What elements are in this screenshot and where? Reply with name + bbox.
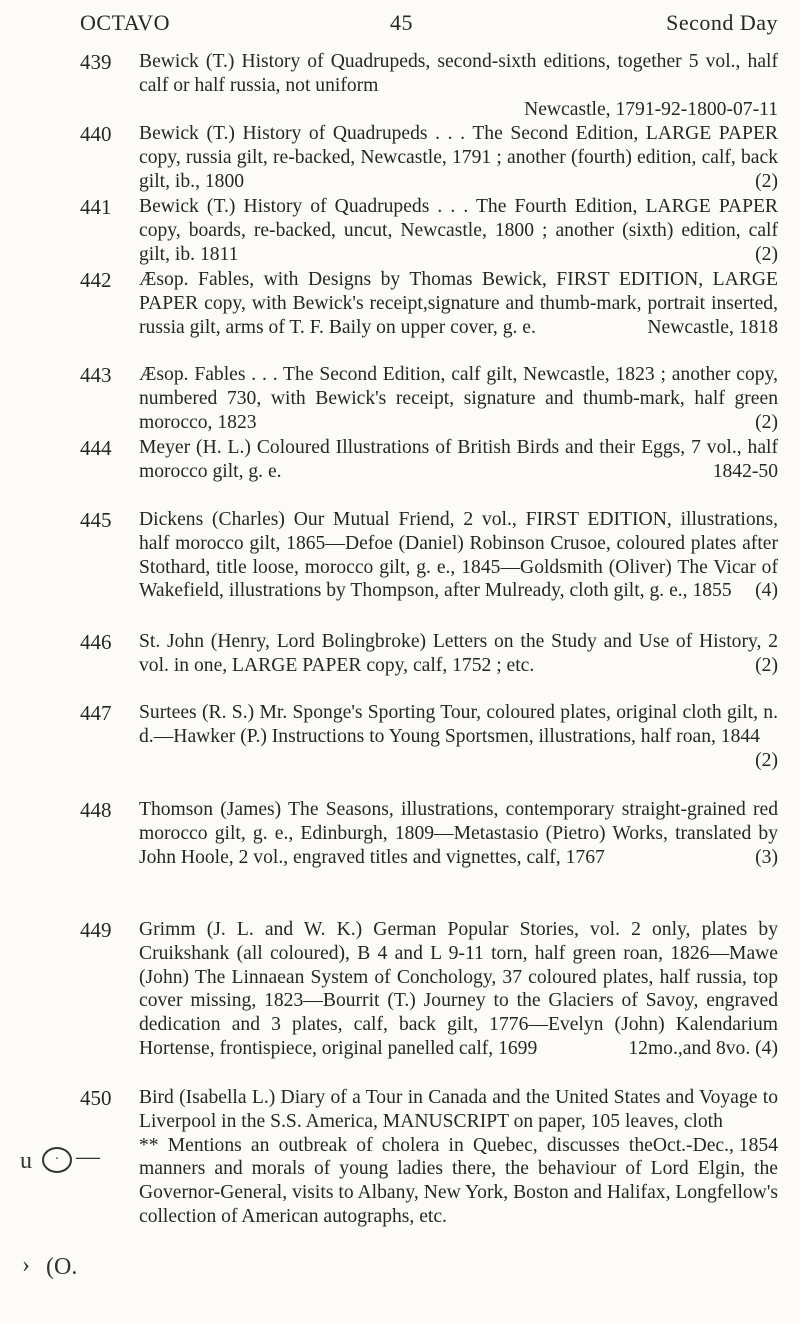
lot-number: 444	[80, 436, 112, 460]
lot-number: 446	[80, 630, 112, 654]
lot-number: 439	[80, 50, 112, 74]
lot-description: Bewick (T.) History of Quadrupeds . . . The Second Edition, LARGE PAPER copy, russia gilt, re-backed, Newcastle, 1791 ; another (fourth) edition, calf, back gilt, ib., 1800	[139, 123, 778, 192]
lot-number: 443	[80, 363, 112, 387]
margin-mark-lot-10: (O.	[46, 1254, 78, 1280]
page-number: 45	[390, 10, 413, 35]
lot-description: Surtees (R. S.) Mr. Sponge's Sporting Tour, coloured plates, original cloth gilt, n. d.—Hawker (P.) Instructions to Young Sportsmen, illustrations, half roan, 1844	[139, 702, 778, 747]
lot-number: 447	[80, 701, 112, 725]
header-format: OCTAVO	[80, 10, 171, 35]
lot-443	[80, 363, 778, 434]
lot-description: St. John (Henry, Lord Bolingbroke) Letters on the Study and Use of History, 2 vol. in one, LARGE PAPER copy, calf, 1752 ; etc.	[139, 631, 778, 676]
lot-444	[80, 436, 778, 484]
lot-quantity: (2)	[755, 243, 778, 265]
lot-format: 12mo.,and 8vo. (4)	[628, 1037, 778, 1059]
lot-description: Dickens (Charles) Our Mutual Friend, 2 vol., FIRST EDITION, illustrations, half morocco gilt, 1865—Defoe (Daniel) Robinson Crusoe, coloured plates after Stothard, title loose, morocco gilt, g. e., 1845—Goldsmith (Oliver) The Vicar of Wakefield, illustrations by Thompson, after Mulready, cloth gilt, g. e., 1855	[139, 509, 778, 602]
lot-number: 441	[80, 195, 112, 219]
lot-quantity: (2)	[755, 654, 778, 676]
lot-quantity: (4)	[755, 580, 778, 602]
lot-number: 445	[80, 508, 112, 532]
lot-quantity: (2)	[755, 749, 778, 771]
lot-description: Meyer (H. L.) Coloured Illustrations of British Birds and their Eggs, 7 vol., half morocco gilt, g. e.	[139, 437, 778, 482]
lot-imprint: Newcastle, 1818	[647, 316, 778, 338]
lot-number: 442	[80, 268, 112, 292]
lot-446	[80, 630, 778, 678]
lot-imprint: Newcastle, 1791-92-1800-07-11	[524, 98, 778, 120]
lot-448	[80, 798, 778, 869]
lot-number: 448	[80, 798, 112, 822]
margin-mark-u: u	[20, 1148, 32, 1174]
lot-441	[80, 195, 778, 266]
lot-quantity: (2)	[755, 411, 778, 433]
lot-447	[80, 701, 778, 772]
lot-445	[80, 508, 778, 603]
lot-description: Bewick (T.) History of Quadrupeds . . . The Fourth Edition, LARGE PAPER copy, boards, re-backed, uncut, Newcastle, 1800 ; another (sixth) edition, calf gilt, ib. 1811	[139, 196, 778, 265]
lot-description: Bewick (T.) History of Quadrupeds, second-sixth editions, together 5 vol., half calf or half russia, not uniform	[139, 51, 778, 96]
lot-description: Thomson (James) The Seasons, illustrations, contemporary straight-grained red morocco gilt, g. e., Edinburgh, 1809—Metastasio (Pietro) Works, translated by John Hoole, 2 vol., engraved titles and vignettes, calf, 1767	[139, 799, 778, 868]
margin-dash: —	[76, 1144, 100, 1170]
lot-description: Grimm (J. L. and W. K.) German Popular Stories, vol. 2 only, plates by Cruikshank (all coloured), B 4 and L 9-11 torn, half green roan, 1826—Mawe (John) The Linnaean System of Conchology, 37 coloured plates, half russia, top cover missing, 1823—Bourrit (T.) Journey to the Glaciers of Savoy, engraved dedication and 3 plates, calf, back gilt, 1776—Evelyn (John) Kalendarium Hortense, frontispiece, original panelled calf, 1699	[139, 919, 778, 1059]
lot-number: 449	[80, 918, 112, 942]
lot-442	[80, 268, 778, 339]
lot-number: 450	[80, 1086, 112, 1110]
lot-number: 440	[80, 122, 112, 146]
lot-date: 1842-50	[712, 460, 778, 482]
lot-449	[80, 918, 778, 1061]
lot-quantity: (2)	[755, 170, 778, 192]
lot-description: Æsop. Fables, with Designs by Thomas Bewick, FIRST EDITION, LARGE PAPER copy, with Bewick's receipt,signature and thumb-mark, portrait inserted, russia gilt, arms of T. F. Baily on upper cover, g. e.	[139, 269, 778, 338]
margin-mark-arrow: ›	[22, 1252, 30, 1278]
page-header	[80, 10, 778, 40]
lot-note: ** Mentions an outbreak of cholera in Quebec, discusses the manners and morals of young ladies there, the behaviour of Lord Elgin, the Governor-General, visits to Albany, New York, Boston and Halifax, Longfellow's collection of American autographs, etc.	[139, 1134, 778, 1227]
lot-date: Oct.-Dec., 1854	[652, 1134, 778, 1156]
lot-450	[80, 1086, 778, 1229]
header-day: Second Day	[666, 10, 778, 35]
lot-quantity: (3)	[755, 846, 778, 868]
margin-circle-icon: ·	[42, 1146, 72, 1173]
lot-description: Bird (Isabella L.) Diary of a Tour in Canada and the United States and Voyage to Liverpool in the S.S. America, MANUSCRIPT on paper, 105 leaves, cloth	[139, 1087, 778, 1132]
lot-440	[80, 122, 778, 193]
lot-439	[80, 50, 778, 121]
lot-description: Æsop. Fables . . . The Second Edition, calf gilt, Newcastle, 1823 ; another copy, numbered 730, with Bewick's receipt, signature and thumb-mark, half green morocco, 1823	[139, 364, 778, 433]
